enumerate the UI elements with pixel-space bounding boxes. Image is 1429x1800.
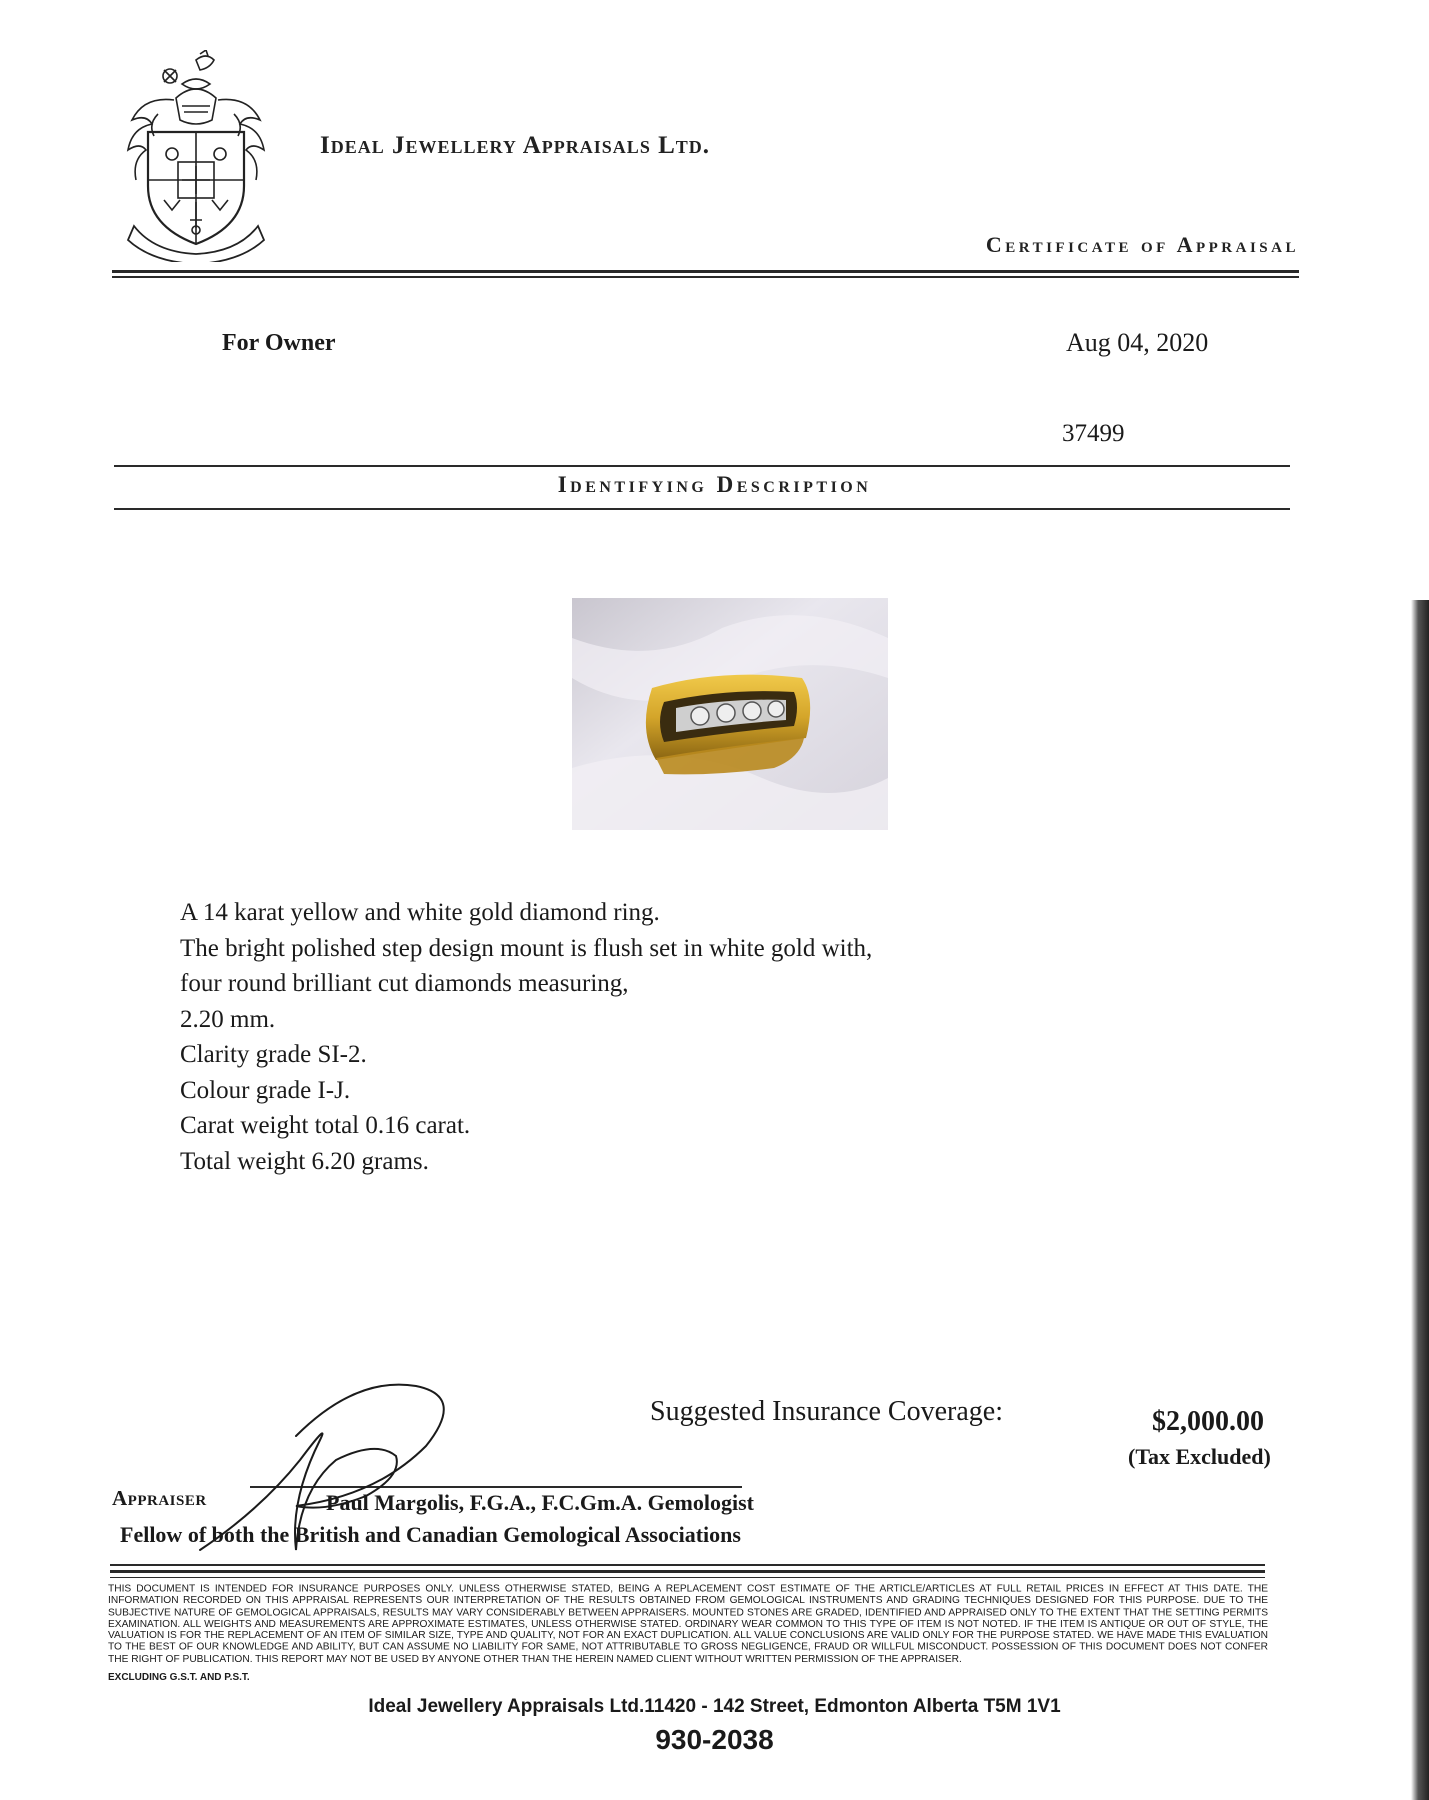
company-address: Ideal Jewellery Appraisals Ltd.11420 - 142 Street, Edmonton Alberta T5M 1V1 (368, 1696, 1061, 1717)
header-divider (112, 270, 1299, 273)
section-divider-top (114, 465, 1290, 467)
section-title: Identifying Description (557, 472, 872, 497)
appraiser-label: Appraiser (112, 1486, 207, 1510)
handwritten-signature (190, 1360, 550, 1560)
appraiser-fellowship: Fellow of both the British and Canadian Gemological Associations (120, 1522, 741, 1547)
description-line: The bright polished step design mount is flush set in white gold with, (180, 934, 873, 962)
legal-disclaimer: THIS DOCUMENT IS INTENDED FOR INSURANCE PURPOSES ONLY. UNLESS OTHERWISE STATED, BEING A REPLACEMENT COST ESTIMATE OF THE ARTICLE/ARTICLES AT FULL RETAIL PRICES IN EFFECT AT THIS DATE. THE INFORMATION RECORDED ON THIS APPRAISAL REPRESENTS OUR INTERPRETATION OF THE RESULTS OBTAINED FROM GEMOLOGICAL INSTRUMENTS AND GRADING TECHNIQUES DESIGNED FOR THIS PURPOSE. DUE TO THE SUBJECTIVE NATURE OF GEMOLOGICAL APPRAISALS, RESULTS MAY VARY CONSIDERABLY BETWEEN APPRAISERS. MOUNTED STONES ARE GRADED, IDENTIFIED AND APPRAISED ONLY TO THE EXTENT THAT THE SETTING PERMITS EXAMINATION. ALL WEIGHTS AND MEASUREMENTS ARE APPROXIMATE ESTIMATES, UNLESS OTHERWISE STATED. ORDINARY WEAR COMMON TO THIS TYPE OF ITEM IS NOT NOTED. IF THE ITEM IS ANTIQUE OR OUT OF STYLE, THE VALUATION IS FOR THE REPLACEMENT OF AN ITEM OF SIMILAR SIZE, TYPE AND QUALITY, NOT FOR AN EXACT DUPLICATION. ALL VALUE CONCLUSIONS ARE VALID ONLY FOR THE PURPOSE STATED. WE HAVE MADE THIS EVALUATION TO THE BEST OF OUR KNOWLEDGE AND ABILITY, BUT CAN ASSUME NO LIABILITY FOR SAME, NOT ATTRIBUTABLE TO GROSS NEGLIGENCE, FRAUD OR WILLFUL MISCONDUCT. POSSESSION OF THIS DOCUMENT DOES NOT CONFER THE RIGHT OF PUBLICATION. THIS REPORT MAY NOT BE USED BY ANYONE OTHER THAN THE HEREIN NAMED CLIENT WITHOUT WRITTEN PERMISSION OF THE APPRAISER. (108, 1584, 1268, 1665)
description-line: 2.20 mm. (180, 1005, 276, 1033)
ring-photo (572, 598, 888, 830)
footer-divider-thin (110, 1577, 1265, 1578)
footer-divider-thick (110, 1570, 1265, 1573)
appraiser-name: Paul Margolis, F.G.A., F.C.Gm.A. Gemologist (326, 1490, 754, 1515)
description-line: Carat weight total 0.16 carat. (180, 1112, 471, 1139)
header-divider-thin (112, 276, 1299, 278)
certificate-number: 37499 (1062, 420, 1125, 447)
company-name: Ideal Jewellery Appraisals Ltd. (320, 132, 711, 159)
owner-label: For Owner (222, 330, 336, 356)
insurance-coverage-label: Suggested Insurance Coverage: (650, 1396, 1003, 1427)
description-line: Total weight 6.20 grams. (180, 1147, 429, 1175)
certificate-title: Certificate of Appraisal (985, 232, 1299, 257)
section-divider-bottom (114, 508, 1290, 510)
description-line: Clarity grade SI-2. (180, 1041, 367, 1068)
appraisal-date: Aug 04, 2020 (1066, 328, 1209, 357)
tax-exclusion-note: EXCLUDING G.S.T. AND P.S.T. (108, 1672, 250, 1683)
description-line: four round brilliant cut diamonds measuring, (180, 970, 629, 997)
company-phone: 930-2038 (655, 1724, 774, 1755)
item-description (180, 895, 872, 1179)
scan-edge (1411, 600, 1429, 1800)
description-line: A 14 karat yellow and white gold diamond ring. (180, 899, 660, 926)
insurance-amount: $2,000.00 (1152, 1406, 1264, 1437)
description-line: Colour grade I-J. (180, 1076, 351, 1104)
footer-divider (110, 1564, 1265, 1566)
coat-of-arms-logo (112, 50, 280, 262)
tax-note: (Tax Excluded) (1128, 1444, 1271, 1469)
